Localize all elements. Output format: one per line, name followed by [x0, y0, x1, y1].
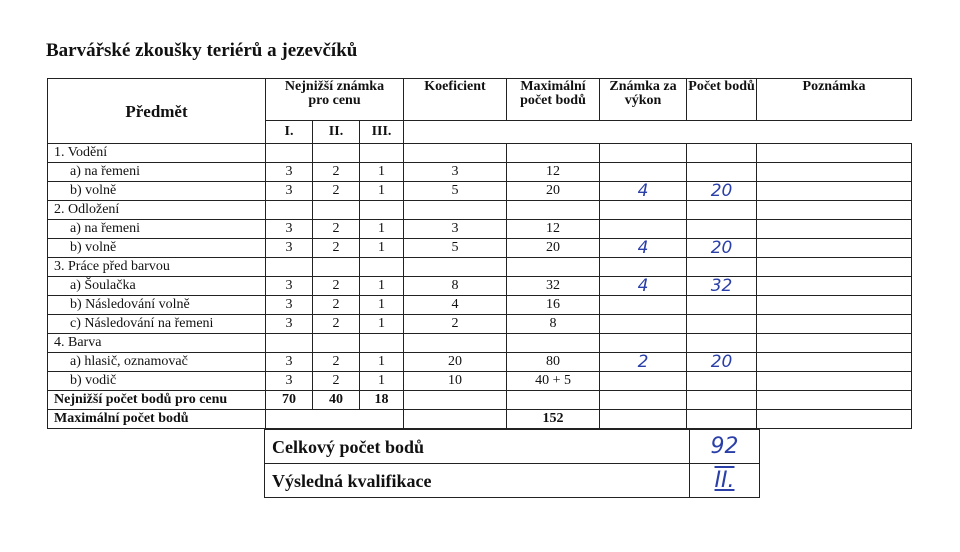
- section-label: 1. Vodění: [48, 144, 266, 163]
- item-label: a) na řemeni: [48, 220, 266, 239]
- empty-cell: [757, 144, 912, 163]
- empty-cell: [313, 201, 360, 220]
- note-cell: [757, 277, 912, 296]
- max-points-value: 16: [507, 296, 600, 315]
- item-label: c) Následování na řemeni: [48, 315, 266, 334]
- item-label: a) na řemeni: [48, 163, 266, 182]
- prize-2-grade: 2: [313, 163, 360, 182]
- note-cell: [757, 220, 912, 239]
- note-cell: [757, 239, 912, 258]
- grade-value: 4: [600, 277, 687, 296]
- prize-3-grade: 1: [360, 220, 404, 239]
- item-row: [48, 220, 912, 239]
- coefficient-value: 5: [404, 239, 507, 258]
- coefficient-value: 3: [404, 220, 507, 239]
- points-value: [687, 220, 757, 239]
- max-total-row: [48, 410, 912, 429]
- header-max-points: Maximální počet bodů: [507, 79, 600, 121]
- header-note: Poznámka: [757, 79, 912, 121]
- header-coefficient: Koeficient: [404, 79, 507, 121]
- points-value: 20: [687, 353, 757, 372]
- prize-3-grade: 1: [360, 239, 404, 258]
- section-label: 3. Práce před barvou: [48, 258, 266, 277]
- note-cell: [757, 353, 912, 372]
- empty-cell: [507, 334, 600, 353]
- item-row: [48, 315, 912, 334]
- grade-value: [600, 296, 687, 315]
- min-total-1: 70: [266, 391, 313, 410]
- grade-value: [600, 372, 687, 391]
- prize-2-grade: 2: [313, 277, 360, 296]
- prize-1-grade: 3: [266, 239, 313, 258]
- empty-cell: [600, 201, 687, 220]
- empty-cell: [360, 258, 404, 277]
- empty-cell: [360, 334, 404, 353]
- header-prize-3: III.: [360, 121, 404, 144]
- prize-1-grade: 3: [266, 277, 313, 296]
- header-subject: Předmět: [48, 79, 266, 144]
- min-total-3: 18: [360, 391, 404, 410]
- prize-2-grade: 2: [313, 220, 360, 239]
- empty-cell: [266, 258, 313, 277]
- prize-3-grade: 1: [360, 182, 404, 201]
- prize-1-grade: 3: [266, 182, 313, 201]
- prize-3-grade: 1: [360, 315, 404, 334]
- empty-cell: [404, 144, 507, 163]
- empty-cell: [687, 201, 757, 220]
- empty-cell: [360, 144, 404, 163]
- points-value: [687, 372, 757, 391]
- prize-3-grade: 1: [360, 163, 404, 182]
- empty-cell: [600, 334, 687, 353]
- max-points-value: 12: [507, 220, 600, 239]
- empty-cell: [687, 144, 757, 163]
- empty-cell: [266, 334, 313, 353]
- prize-1-grade: 3: [266, 220, 313, 239]
- points-value: [687, 315, 757, 334]
- prize-1-grade: 3: [266, 315, 313, 334]
- section-row: [48, 201, 912, 220]
- item-row: [48, 372, 912, 391]
- points-value: 32: [687, 277, 757, 296]
- prize-1-grade: 3: [266, 353, 313, 372]
- max-points-value: 20: [507, 239, 600, 258]
- prize-2-grade: 2: [313, 353, 360, 372]
- item-row: [48, 277, 912, 296]
- max-points-value: 12: [507, 163, 600, 182]
- note-cell: [757, 372, 912, 391]
- coefficient-value: 8: [404, 277, 507, 296]
- empty-cell: [360, 201, 404, 220]
- prize-2-grade: 2: [313, 296, 360, 315]
- points-value: 20: [687, 239, 757, 258]
- note-cell: [757, 315, 912, 334]
- item-row: [48, 182, 912, 201]
- coefficient-value: 20: [404, 353, 507, 372]
- empty-cell: [507, 258, 600, 277]
- empty-cell: [687, 334, 757, 353]
- coefficient-value: 3: [404, 163, 507, 182]
- prize-2-grade: 2: [313, 239, 360, 258]
- summary-table: [264, 429, 760, 498]
- item-label: b) vodič: [48, 372, 266, 391]
- min-total-2: 40: [313, 391, 360, 410]
- grade-value: [600, 315, 687, 334]
- item-row: [48, 163, 912, 182]
- section-label: 2. Odložení: [48, 201, 266, 220]
- item-label: a) hlasič, oznamovač: [48, 353, 266, 372]
- qualification-value: II.: [690, 464, 760, 498]
- empty-cell: [757, 334, 912, 353]
- coefficient-value: 5: [404, 182, 507, 201]
- total-points-value: 92: [690, 430, 760, 464]
- section-label: 4. Barva: [48, 334, 266, 353]
- empty-cell: [404, 201, 507, 220]
- points-value: [687, 296, 757, 315]
- note-cell: [757, 182, 912, 201]
- grade-value: 2: [600, 353, 687, 372]
- document-title: Barvářské zkoušky teriérů a jezevčíků: [46, 40, 358, 61]
- header-prize-1: I.: [266, 121, 313, 144]
- item-row: [48, 296, 912, 315]
- empty-cell: [600, 258, 687, 277]
- empty-cell: [507, 201, 600, 220]
- header-min-grade: Nejnižší známka pro cenu: [266, 79, 404, 121]
- coefficient-value: 4: [404, 296, 507, 315]
- item-label: b) volně: [48, 182, 266, 201]
- prize-3-grade: 1: [360, 296, 404, 315]
- empty-cell: [266, 201, 313, 220]
- min-total-row: [48, 391, 912, 410]
- header-row: [48, 79, 912, 121]
- grade-value: 4: [600, 239, 687, 258]
- prize-1-grade: 3: [266, 372, 313, 391]
- empty-cell: [757, 258, 912, 277]
- prize-3-grade: 1: [360, 353, 404, 372]
- empty-cell: [687, 258, 757, 277]
- total-points-label: Celkový počet bodů: [265, 430, 690, 464]
- note-cell: [757, 296, 912, 315]
- max-total-label: Maximální počet bodů: [48, 410, 266, 429]
- item-row: [48, 353, 912, 372]
- max-points-value: 80: [507, 353, 600, 372]
- qualification-label: Výsledná kvalifikace: [265, 464, 690, 498]
- header-prize-2: II.: [313, 121, 360, 144]
- summary-qualification-row: [265, 464, 760, 498]
- max-points-value: 8: [507, 315, 600, 334]
- prize-1-grade: 3: [266, 163, 313, 182]
- item-label: b) volně: [48, 239, 266, 258]
- empty-cell: [404, 334, 507, 353]
- points-value: [687, 163, 757, 182]
- empty-cell: [266, 144, 313, 163]
- exam-table: [47, 78, 912, 429]
- note-cell: [757, 163, 912, 182]
- item-row: [48, 239, 912, 258]
- coefficient-value: 10: [404, 372, 507, 391]
- prize-2-grade: 2: [313, 182, 360, 201]
- points-value: 20: [687, 182, 757, 201]
- prize-3-grade: 1: [360, 277, 404, 296]
- max-points-value: 32: [507, 277, 600, 296]
- section-row: [48, 258, 912, 277]
- empty-cell: [507, 144, 600, 163]
- max-points-value: 20: [507, 182, 600, 201]
- prize-3-grade: 1: [360, 372, 404, 391]
- empty-cell: [404, 258, 507, 277]
- prize-1-grade: 3: [266, 296, 313, 315]
- grade-value: 4: [600, 182, 687, 201]
- empty-cell: [313, 334, 360, 353]
- empty-cell: [313, 144, 360, 163]
- grade-value: [600, 220, 687, 239]
- header-points: Počet bodů: [687, 79, 757, 121]
- empty-cell: [757, 201, 912, 220]
- prize-2-grade: 2: [313, 372, 360, 391]
- coefficient-value: 2: [404, 315, 507, 334]
- section-row: [48, 334, 912, 353]
- item-label: a) Šoulačka: [48, 277, 266, 296]
- grade-value: [600, 163, 687, 182]
- empty-cell: [600, 144, 687, 163]
- header-grade: Známka za výkon: [600, 79, 687, 121]
- prize-2-grade: 2: [313, 315, 360, 334]
- empty-cell: [313, 258, 360, 277]
- section-row: [48, 144, 912, 163]
- summary-total-row: [265, 430, 760, 464]
- max-points-value: 40 + 5: [507, 372, 600, 391]
- item-label: b) Následování volně: [48, 296, 266, 315]
- max-total-value: 152: [507, 410, 600, 429]
- min-total-label: Nejnižší počet bodů pro cenu: [48, 391, 266, 410]
